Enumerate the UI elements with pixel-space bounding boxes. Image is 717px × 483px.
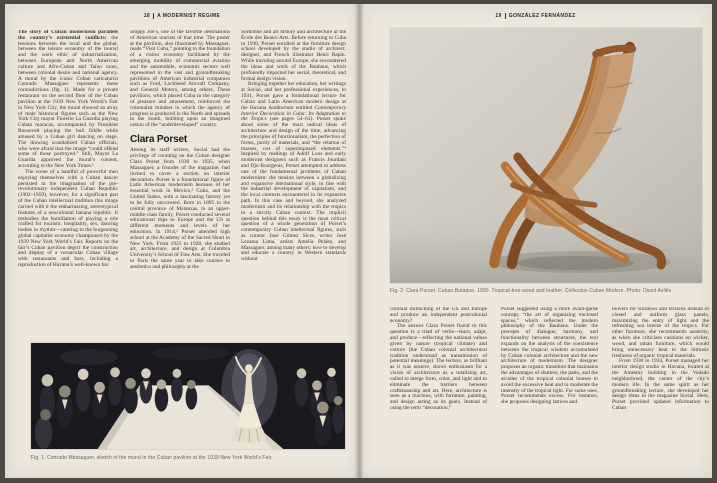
chair-photo-graphic bbox=[390, 28, 702, 283]
running-head-divider bbox=[505, 13, 506, 19]
right-column-3 bbox=[612, 307, 709, 480]
right-page-number: 19 bbox=[495, 13, 502, 19]
left-page bbox=[5, 4, 359, 478]
right-running-title: GONZÁLEZ FERNÁNDEZ bbox=[508, 13, 576, 19]
left-running-head bbox=[5, 13, 359, 19]
right-column-2 bbox=[501, 307, 598, 480]
lead-in-bold: The story of Cuban modernism parallels the country’s existential conflicts: bbox=[18, 30, 118, 41]
paragraph bbox=[241, 82, 346, 263]
left-running-title: A MODERNIST REGIME bbox=[157, 13, 221, 19]
paragraph: The answer Clara Porset found to this question is a triad of verbs—learn, adapt, and produce—reflecting the national values given by nature (tropical climate) and culture (the Cuban colonial architectural tradition understood as transmission of potential meanings). The lecture, as brilliant as it was austere, shows enthusiasm for a vision of architecture as a totalizing art, called to merge form, color, and light and to eliminate the barriers between craftsmanship and art. Here, architecture is seen as a machine, with furniture, painting, and design acting as its gears. Instead of using the term “decoration,” bbox=[390, 323, 487, 412]
paragraph: louvers for windows and terraces instead of closed and uniform glass panels, maximizing the entry of light and the refreshing sea breeze of the tropics. For other furniture, she recommends austerity, as when she criticizes cushions on wicker, wood, and rattan furniture, which would bring unnecessary heat to the intrinsic freshness of organic tropical materials. bbox=[612, 307, 709, 359]
paragraph: colonial mimicking of the US and Europe and produce an independent postcolonial economy? bbox=[390, 307, 487, 324]
right-column-1 bbox=[390, 307, 487, 480]
lecture-title-italic: Contemporary Interior Decoration in Cuba: Its Adaptation to the Tropics bbox=[241, 104, 346, 123]
paragraph: The scene of a handful of powerful men enjoying themselves with a Cuban dancer persisted in the imagination of the pre-revolutionary independent Cuban Republic (1902–1959), however, for a significant part of the Cuban intellectual tradition this image carried with it the embarrassing, stereotypical features of a neocolonial banana republic. It embodies the humiliation of playing a role crafted for tourism: hospitality, sex, dancing bodies in rhythm—catering to the burgeoning global capitalist economy championed by the 1939 New York World’s Fair. Reports on the fair’s Cuban pavilion depict the construction and display of a vernacular Cuban village with restaurants and bars, including a reproduction of Havana’s well-known bar bbox=[18, 168, 118, 269]
butaque-chair-photo bbox=[390, 28, 702, 283]
left-column-2 bbox=[130, 30, 230, 338]
body-text: (see pages 54–61). Porset spoke about some of the most radical ideas of architecture and design of the time, advancing the principles of functionalism, the perfection of forms, purity of materials, and “the relation of masses, not of superimposed elements.”⁴ Inspired by readings of Adolf Loos and early modernist designers such as Francis Jourdain and Djo-Bourgeois, Porset attempted to address one of the fundamental problems of Cuban modernism: the tension between a globalizing and expansive international style, in line with the industrial development of capitalism, and the local contexts encountered in its expansive path. In this case and beyond, she analyzed modernism and its relationship with the tropics in a strictly Cuban context. The implicit question behind this essay is the most critical question of a whole generation of Porset’s contemporary Cuban intellectual figures, such as curator José Gómez Sicre, writer José Lezama Lima, artists Amelia Peláez, and Massaguer, among many others: how to develop and educate a country in Western standards without bbox=[241, 116, 346, 263]
body-text: Bringing together her education, her writings at Social, and her professional experiences, in 1931, Porset gave a foundational lecture for Cuban and Latin American modern design at the Havana Auditorium entitled bbox=[241, 81, 346, 111]
book-spine-gutter bbox=[354, 4, 364, 478]
paragraph: Sloppy Joe’s, one of the favorite destinations of American tourists of that time. The poster at the pavilion, also illustrated by Massaguer, reads “Visit Cuba,” pointing to the foundation of a visitor economy facilitated by the emerging mobility of commercial aviation and the automobile, economic sectors well represented in the vast and groundbreaking pavilions of American industrial companies such as Ford, Lockheed Aircraft Company, and General Motors, among others. These pavilions, which placed Cuba in the category of pleasure and amusement, reinforced the colonialist mindset in which the agency of progress is produced in the North and spreads to the South, building upon an imagined notion of the “underdeveloped” country. bbox=[130, 30, 230, 129]
mural-sketch-graphic bbox=[31, 343, 345, 449]
section-heading-clara-porset: Clara Porset bbox=[130, 133, 188, 146]
body-text: the tensions between the local and the global, between the leisure economy of the tourist and the work ethic of industrialization, between European and North American culture and Afro-Cuban and Taíno roots, between colonial desire and national agency. A mural by the iconic Cuban caricaturist Conrado Massaguer represents these contradictions (fig. 1). Made for a private restaurant on the second floor of the Cuban pavilion at the 1939 New York World’s Fair in New York City, the mural showed an array of male historical figures such as the New York City mayor Fiorello La Guardia playing Cuban maracas, accompanied by President Roosevelt playing the bull fiddle while amused by a Cuban girl dancing on stage. The drawing scandalized Cuban officials, who were afraid that the image “could offend some of those portrayed.” Still, Mayor La Guardia approved the mural’s content, according to the New York Times.¹ bbox=[18, 34, 118, 170]
paragraph: From 1930 to 1934, Porset managed her interior design studio in Havana, located at the Amestoy building in the Vedado neighborhood, the center of the city’s modern life. In the same spirit as her groundbreaking lecture, she developed her design ideas in the magazine Social. Here, Porset provided updated information to Cuban bbox=[612, 358, 709, 412]
right-running-head bbox=[359, 13, 712, 19]
right-page bbox=[359, 4, 712, 478]
left-column-1 bbox=[18, 30, 118, 338]
paragraph bbox=[18, 30, 118, 170]
book-spread bbox=[5, 4, 712, 478]
paragraph: Porset suggested using a more avant-garde concept, “the art of organizing enclosed spaces,” which reflected the modern philosophy of the Bauhaus. Under the precepts of dialogue, harmony, and functionality between structures, the text expands on the analysis of the coexistence between the tropical wisdom accumulated by Cuban colonial architecture and the new architecture of modernism. The designer proposes an organic transition that maintains the advantages of shutters, the patio, and the arcades of the tropical colonial houses to avoid the excessive heat and to moderate the intensity of the tropical light. For some uses, Porset recommends excess. For instance, she proposes designing lattices and bbox=[501, 307, 598, 406]
running-head-divider bbox=[153, 13, 154, 19]
mural-illustration bbox=[31, 343, 345, 449]
left-page-number: 18 bbox=[143, 13, 151, 19]
figure1-caption: Fig. 1. Conrado Massaguer, sketch of the mural in the Cuban pavilion at the 1939 New York World’s Fair. bbox=[31, 455, 273, 461]
figure2-caption: Fig. 2. Clara Porset, Cuban Butaque, 1990. Tropical-tree wood and leather. Collection Cuban Modern. Photo: David Avilés bbox=[390, 288, 672, 294]
left-column-3 bbox=[241, 30, 346, 338]
paragraph: Among its staff writers, Social had the privilege of counting on the Cuban designer Clara Porset from 1930 to 1935, when Massaguer, a founder of the magazine, had invited to cover a section on interior decoration. Porset is a foundational figure of Latin American modernism because of her essential work in Mexico,² Cuba, and the United States, with a fascinating history yet to be fully uncovered. Born in 1895 in the central province of Matanzas, to an upper-middle-class family, Porset conducted several educational trips to Europe and the US at different moments and levels of her education. In 1914,³ Porset attended high school at the Academy of the Sacred Heart in New York. From 1925 to 1928, she studied art, architecture, and design at Columbia University’s School of Fine Arts. She traveled to Paris the same year to take courses in aesthetics and philosophy at the bbox=[130, 147, 230, 270]
paragraph: Sorbonne and art history and architecture at the École des Beaux-Arts. Before returning to Cuba in 1930, Porset enrolled at the furniture design school developed by the studio of architect, designer, and French illustrator Henri Rapin. While traveling around Europe, she encountered the ideas and work of the Bauhaus, which profoundly impacted her social, theoretical, and formal design vision. bbox=[241, 30, 346, 82]
